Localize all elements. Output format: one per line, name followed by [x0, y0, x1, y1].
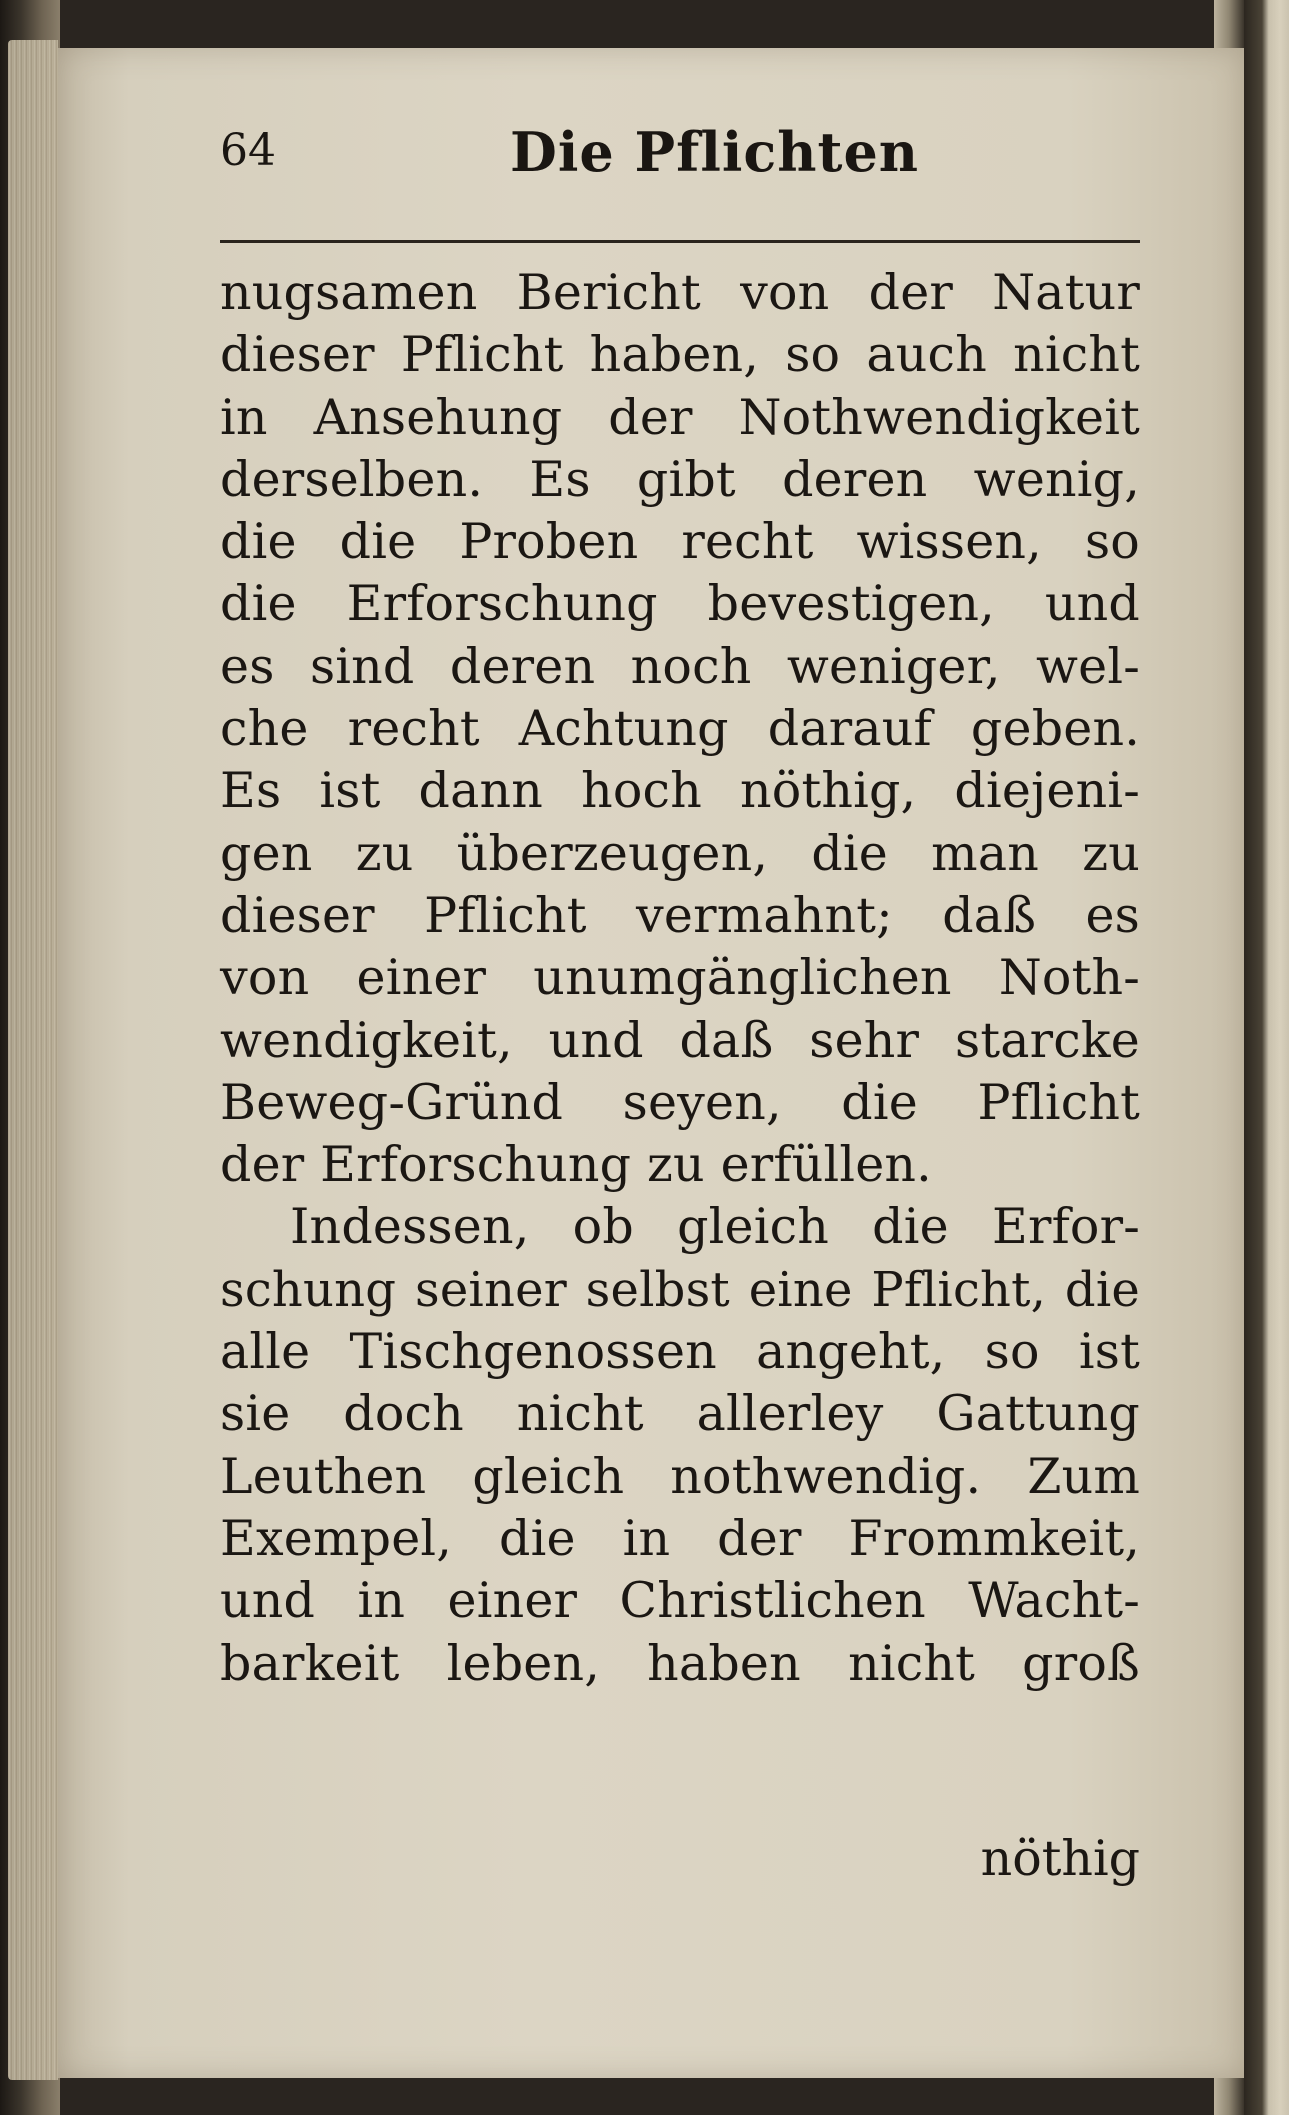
text-line: und in einer Christlichen Wacht-	[220, 1572, 1140, 1630]
text-line: die die Proben recht wissen, so	[220, 513, 1140, 571]
text-line: von einer unumgänglichen Noth-	[220, 949, 1140, 1007]
text-line: che recht Achtung darauf geben.	[220, 700, 1140, 758]
text-line: Leuthen gleich nothwendig. Zum	[220, 1447, 1140, 1505]
text-line: gen zu überzeugen, die man zu	[220, 824, 1140, 882]
text-line: in Ansehung der Nothwendigkeit	[220, 388, 1140, 446]
text-line: alle Tischgenossen angeht, so ist	[220, 1323, 1140, 1381]
running-head: Die Pflichten	[510, 120, 920, 184]
catchword: nöthig	[980, 1830, 1140, 1887]
body-text	[220, 262, 1140, 1695]
text-line: sie doch nicht allerley Gattung	[220, 1385, 1140, 1443]
text-line: wendigkeit, und daß sehr starcke	[220, 1011, 1140, 1069]
text-line: Beweg-Gründ seyen, die Pflicht	[220, 1073, 1140, 1131]
page-stack-left	[8, 40, 58, 2080]
text-line: die Erforschung bevestigen, und	[220, 575, 1140, 633]
page-header	[150, 120, 1140, 200]
text-line: Exempel, die in der Frommkeit,	[220, 1509, 1140, 1567]
text-line: es sind deren noch weniger, wel-	[220, 637, 1140, 695]
text-line: nugsamen Bericht von der Natur	[220, 264, 1140, 321]
text-line: Indessen, ob gleich die Erfor-	[290, 1198, 1140, 1256]
text-line: dieser Pflicht haben, so auch nicht	[220, 326, 1140, 384]
text-line: dieser Pflicht vermahnt; daß es	[220, 886, 1140, 944]
text-line: Es ist dann hoch nöthig, diejeni-	[220, 762, 1140, 820]
facing-page-edge	[1244, 0, 1289, 2115]
header-rule	[220, 240, 1140, 243]
text-line: schung seiner selbst eine Pflicht, die	[220, 1261, 1140, 1318]
text-line: der Erforschung zu erfüllen.	[220, 1136, 932, 1194]
page-number: 64	[220, 125, 276, 176]
text-line: derselben. Es gibt deren wenig,	[220, 450, 1140, 508]
text-line: barkeit leben, haben nicht groß	[220, 1634, 1140, 1692]
